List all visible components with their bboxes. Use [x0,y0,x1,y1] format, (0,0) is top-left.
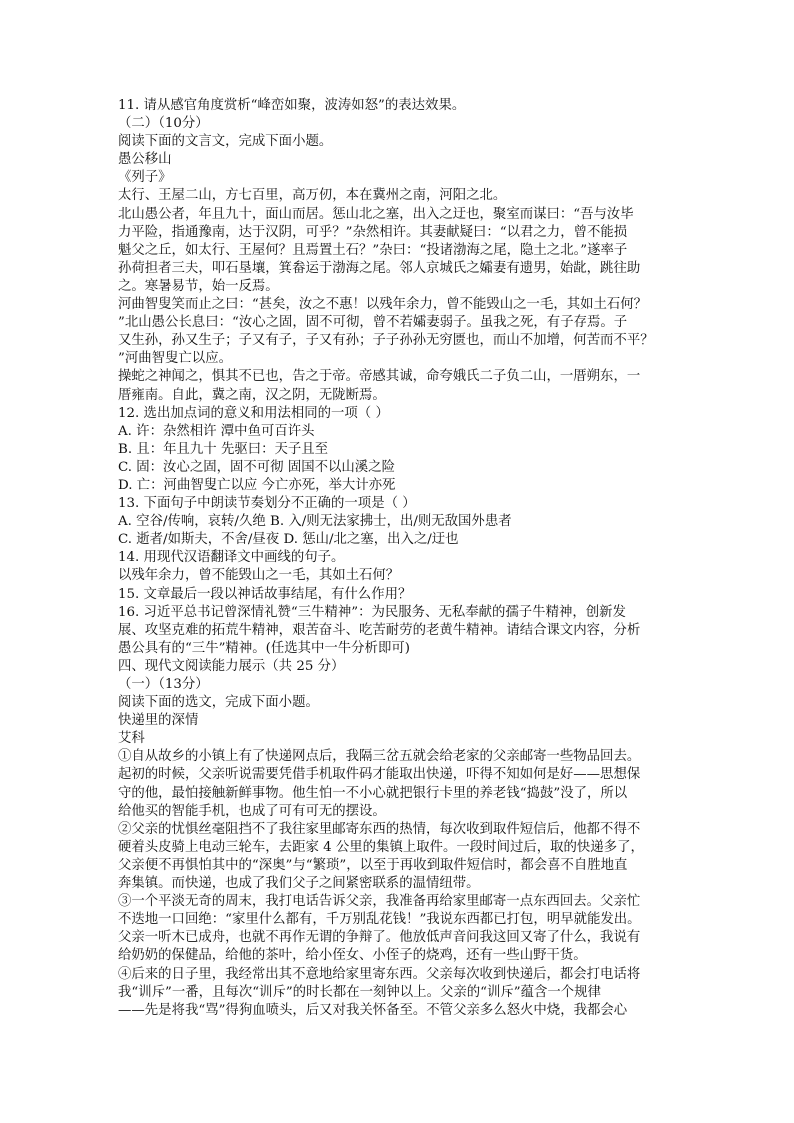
text-line: B. 且：年且九十 先驱曰：天子且至 [118,441,329,457]
text-line: 力平险，指通豫南，达于汉阴，可乎？”杂然相许。其妻献疑曰：“以君之力，曾不能损 [118,224,628,240]
text-line: 又生孙，孙又生子；子又有子，子又有孙；子子孙孙无穷匮也，而山不加增，何苦而不平？ [118,333,654,349]
text-line: C. 固：汝心之固，固不可彻 固国不以山溪之险 [118,459,395,475]
text-line: 奔集镇。而快递，也成了我们父子之间紧密联系的温情纽带。 [118,876,480,892]
text-line: A. 许：杂然相许 潭中鱼可百许头 [118,423,315,439]
text-line: 11. 请从感官角度赏析“峰峦如聚，波涛如怒”的表达效果。 [118,98,466,113]
text-line: 15. 文章最后一段以神话故事结尾，有什么作用？ [118,586,412,602]
text-line: 操蛇之神闻之，惧其不已也，告之于帝。帝感其诚，命夸娥氏二子负二山，一厝朔东，一 [118,369,641,385]
text-line: 阅读下面的选文，完成下面小题。 [118,695,319,711]
text-line: D. 亡：河曲智叟亡以应 今亡亦死，举大计亦死 [118,477,396,493]
text-line: ——先是将我“骂”得狗血喷头，后又对我关怀备至。不管父亲多么怒火中烧，我都会心 [118,1002,628,1018]
text-line: 父亲一听木已成舟，也就不再作无谓的争辩了。他放低声音问我这回又寄了什么，我说有 [118,930,641,946]
text-line: 以残年余力，曾不能毁山之一毛，其如土石何？ [118,568,400,584]
text-line: （一）（13分） [118,677,209,692]
text-line: ②父亲的忧惧丝毫阻挡不了我往家里邮寄东西的热情，每次收到取件短信后，他都不得不 [118,821,641,837]
text-line: 魁父之丘，如太行、王屋何？且焉置土石？”杂曰：“投诸渤海之尾，隐土之北。”遂率子 [118,242,628,258]
text-line: 河曲智叟笑而止之曰：“甚矣，汝之不惠！以残年余力，曾不能毁山之一毛，其如土石何？ [118,297,648,313]
text-line: 父亲便不再惧怕其中的“深奥”与“繁琐”，以至于再收到取件短信时，都会喜不自胜地直 [118,857,628,873]
text-line: 不迭地一口回绝：“家里什么都有，千万别乱花钱！”我说东西都已打包，明早就能发出。 [118,912,641,928]
text-line: 起初的时候，父亲听说需要凭借手机取件码才能取出快递，吓得不知如何是好——思想保 [118,767,641,783]
text-line: 快递里的深情 [118,713,199,729]
text-line: 14. 用现代汉语翻译文中画线的句子。 [118,550,345,566]
text-line: 厝雍南。自此，冀之南，汉之阴，无陇断焉。 [118,387,386,403]
text-line: 硬着头皮骑上电动三轮车，去距家 4 公里的集镇上取件。一段时间过后，取的快递多了， [118,839,644,855]
text-line: 展、攻坚克难的拓荒牛精神，艰苦奋斗、吃苦耐劳的老黄牛精神。请结合课文内容，分析 [118,622,641,638]
text-line: 12. 选出加点词的意义和用法相同的一项（ ） [118,405,389,421]
text-line: 愚公移山 [118,152,172,168]
text-line: 13. 下面句子中朗读节奏划分不正确的一项是（ ） [118,496,416,512]
text-line: 艾科 [118,731,145,747]
text-line: 之。寒暑易节，始一反焉。 [118,278,279,294]
text-line: 《列子》 [118,170,172,186]
text-line: 给奶奶的保健品，给他的茶叶，给小侄女、小侄子的烧鸡，还有一些山野干货。 [118,948,587,964]
text-line: 太行、王屋二山，方七百里，高万仞，本在冀州之南，河阳之北。 [118,188,507,204]
text-line: A. 空谷/传响，哀转/久绝 B. 入/则无法家拂士，出/则无敌国外患者 [118,514,512,530]
text-line: 北山愚公者，年且九十，面山而居。惩山北之塞，出入之迂也，聚室而谋曰：“吾与汝毕 [118,206,634,222]
text-line: 孙荷担者三夫，叩石垦壤，箕畚运于渤海之尾。邻人京城氏之孀妻有遗男，始龀，跳往助 [118,260,641,276]
text-line: ③一个平淡无奇的周末，我打电话告诉父亲，我准备再给家里邮寄一点东西回去。父亲忙 [118,894,641,910]
text-line: ”北山愚公长息曰：“汝心之固，固不可彻，曾不若孀妻弱子。虽我之死，有子存焉。子 [118,315,628,331]
text-line: ”河曲智叟亡以应。 [118,351,232,367]
text-line: 阅读下面的文言文，完成下面小题。 [118,134,333,150]
text-line: ①自从故乡的小镇上有了快递网点后，我隔三岔五就会给老家的父亲邮寄一些物品回去。 [118,749,641,765]
text-line: 四、现代文阅读能力展示（共 25 分） [118,658,345,674]
text-line: （二）（10分） [118,116,209,132]
text-line: 我“训斥”一番，且每次“训斥”的时长都在一刻钟以上。父亲的“训斥”蕴含一个规律 [118,984,601,1000]
text-line: C. 逝者/如斯夫，不舍/昼夜 D. 惩山/北之塞，出入之/迂也 [118,532,459,548]
text-line: 16. 习近平总书记曾深情礼赞“三牛精神”：为民服务、无私奉献的孺子牛精神，创新发 [118,604,626,620]
document-page [118,97,678,1020]
text-line: 守的他，最怕接触新鲜事物。他生怕一不小心就把银行卡里的养老钱“捣鼓”没了，所以 [118,785,628,801]
text-line: 给他买的智能手机，也成了可有可无的摆设。 [118,803,386,819]
text-line: 愚公具有的“三牛”精神。(任选其中一牛分析即可) [118,640,410,656]
text-line: ④后来的日子里，我经常出其不意地给家里寄东西。父亲每次收到快递后，都会打电话将 [118,966,641,982]
